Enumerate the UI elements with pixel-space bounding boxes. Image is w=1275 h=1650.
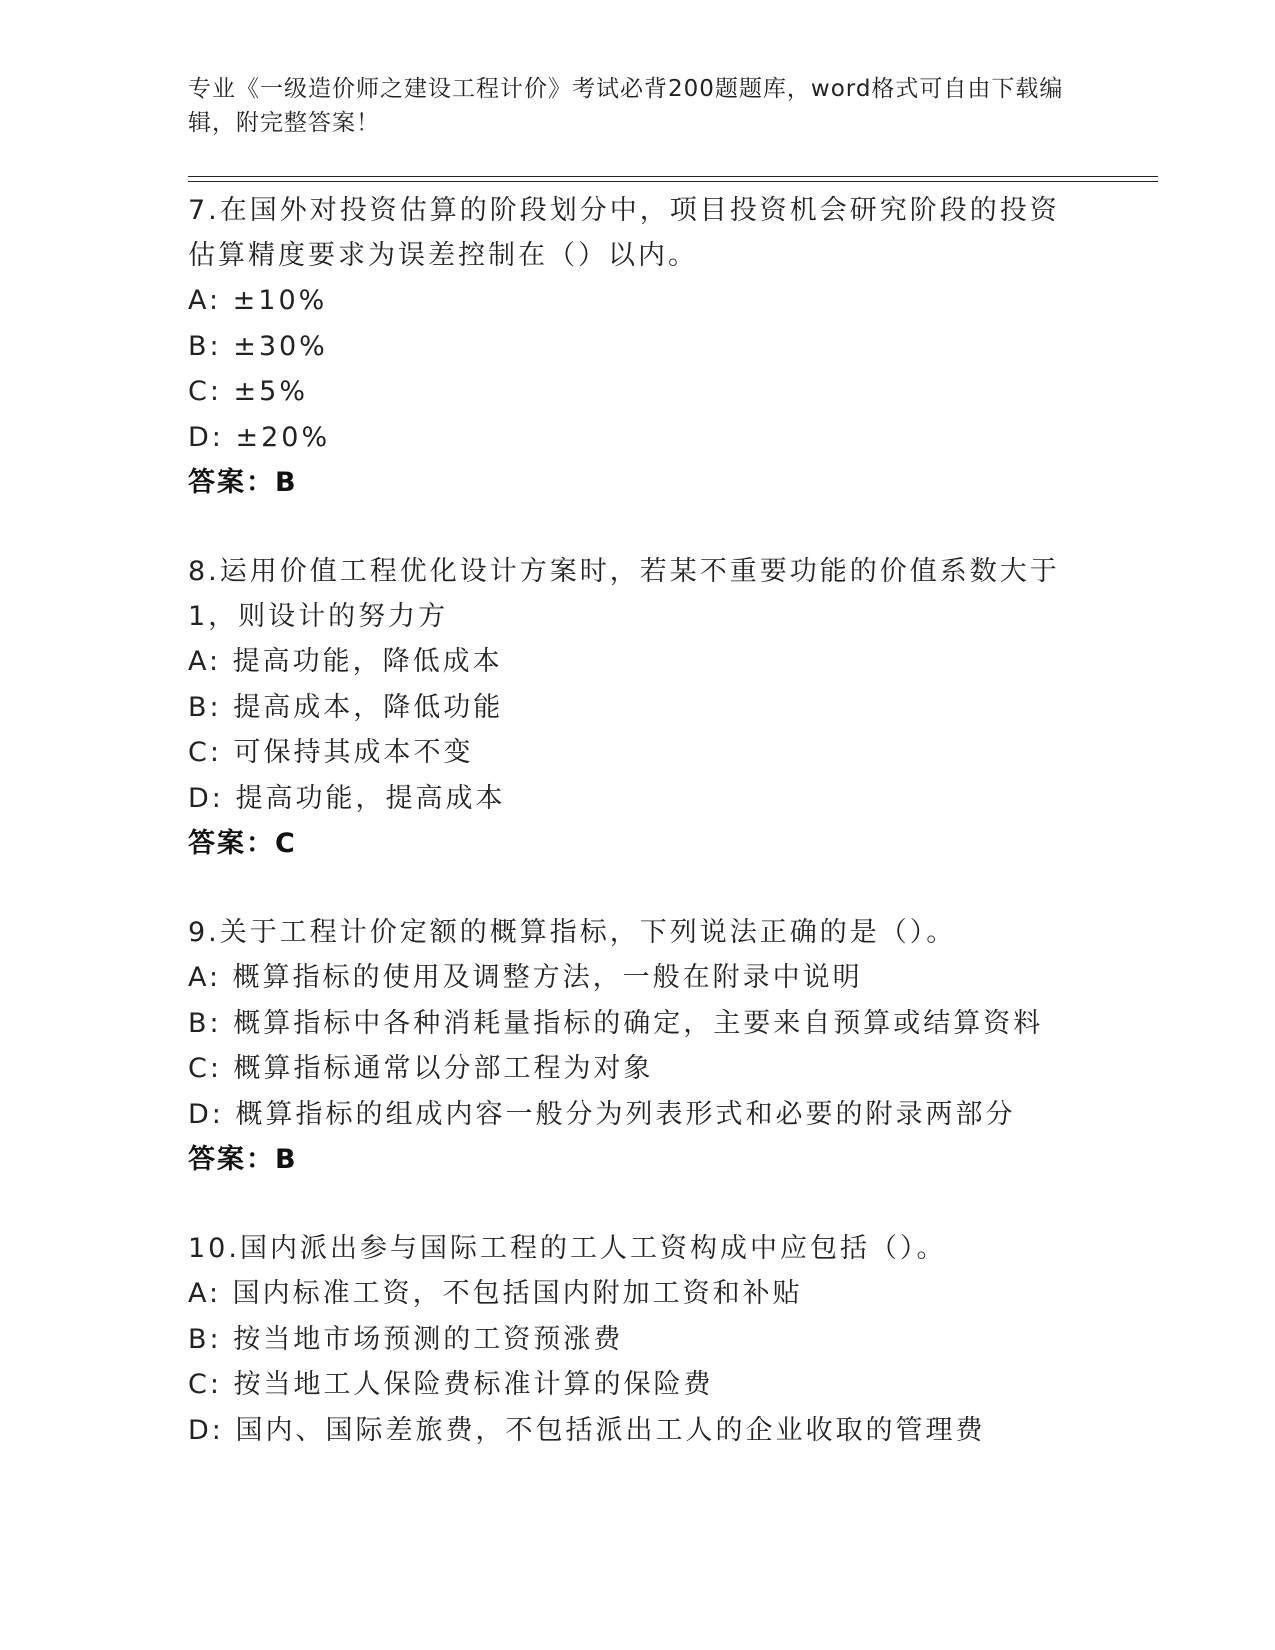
option-d: D: 概算指标的组成内容一般分为列表形式和必要的附录两部分 bbox=[188, 1098, 1016, 1130]
header-divider-bottom bbox=[188, 181, 1158, 182]
question-text: 9.关于工程计价定额的概算指标，下列说法正确的是（）。 bbox=[188, 917, 957, 948]
option-c: C: 概算指标通常以分部工程为对象 bbox=[188, 1053, 654, 1084]
question-9 bbox=[188, 910, 1088, 1182]
option-d: D: 提高功能，提高成本 bbox=[188, 782, 506, 814]
option-c: C: 按当地工人保险费标准计算的保险费 bbox=[188, 1369, 714, 1400]
option-c: C: 可保持其成本不变 bbox=[188, 737, 474, 768]
option-d: D: ±20% bbox=[188, 421, 331, 453]
question-7 bbox=[188, 188, 1088, 505]
option-a: A: 概算指标的使用及调整方法，一般在附录中说明 bbox=[188, 962, 863, 993]
question-8 bbox=[188, 549, 1088, 866]
option-b: B: ±30% bbox=[188, 330, 328, 362]
option-a: A: 提高功能，降低成本 bbox=[188, 646, 503, 677]
question-10 bbox=[188, 1226, 1088, 1453]
option-a: A: ±10% bbox=[188, 285, 328, 316]
question-text: 10.国内派出参与国际工程的工人工资构成中应包括（）。 bbox=[188, 1233, 947, 1264]
question-text: 7.在国外对投资估算的阶段划分中，项目投资机会研究阶段的投资估算精度要求为误差控制在（）以内。 bbox=[188, 195, 1060, 271]
answer-label: 答案：B bbox=[188, 1144, 298, 1175]
option-b: B: 按当地市场预测的工资预涨费 bbox=[188, 1323, 624, 1355]
option-b: B: 概算指标中各种消耗量指标的确定，主要来自预算或结算资料 bbox=[188, 1007, 1044, 1039]
option-b: B: 提高成本，降低功能 bbox=[188, 691, 504, 723]
option-a: A: 国内标准工资，不包括国内附加工资和补贴 bbox=[188, 1278, 803, 1309]
answer-label: 答案：C bbox=[188, 828, 297, 859]
question-text: 8.运用价值工程优化设计方案时，若某不重要功能的价值系数大于1，则设计的努力方 bbox=[188, 556, 1060, 632]
answer-label: 答案：B bbox=[188, 467, 298, 498]
option-d: D: 国内、国际差旅费，不包括派出工人的企业收取的管理费 bbox=[188, 1414, 986, 1446]
question-list bbox=[188, 188, 1088, 1497]
document-header: 专业《一级造价师之建设工程计价》考试必背200题题库，word格式可自由下载编辑，附完整答案！ bbox=[188, 76, 1064, 136]
option-c: C: ±5% bbox=[188, 376, 308, 407]
header-divider-top bbox=[188, 176, 1158, 177]
